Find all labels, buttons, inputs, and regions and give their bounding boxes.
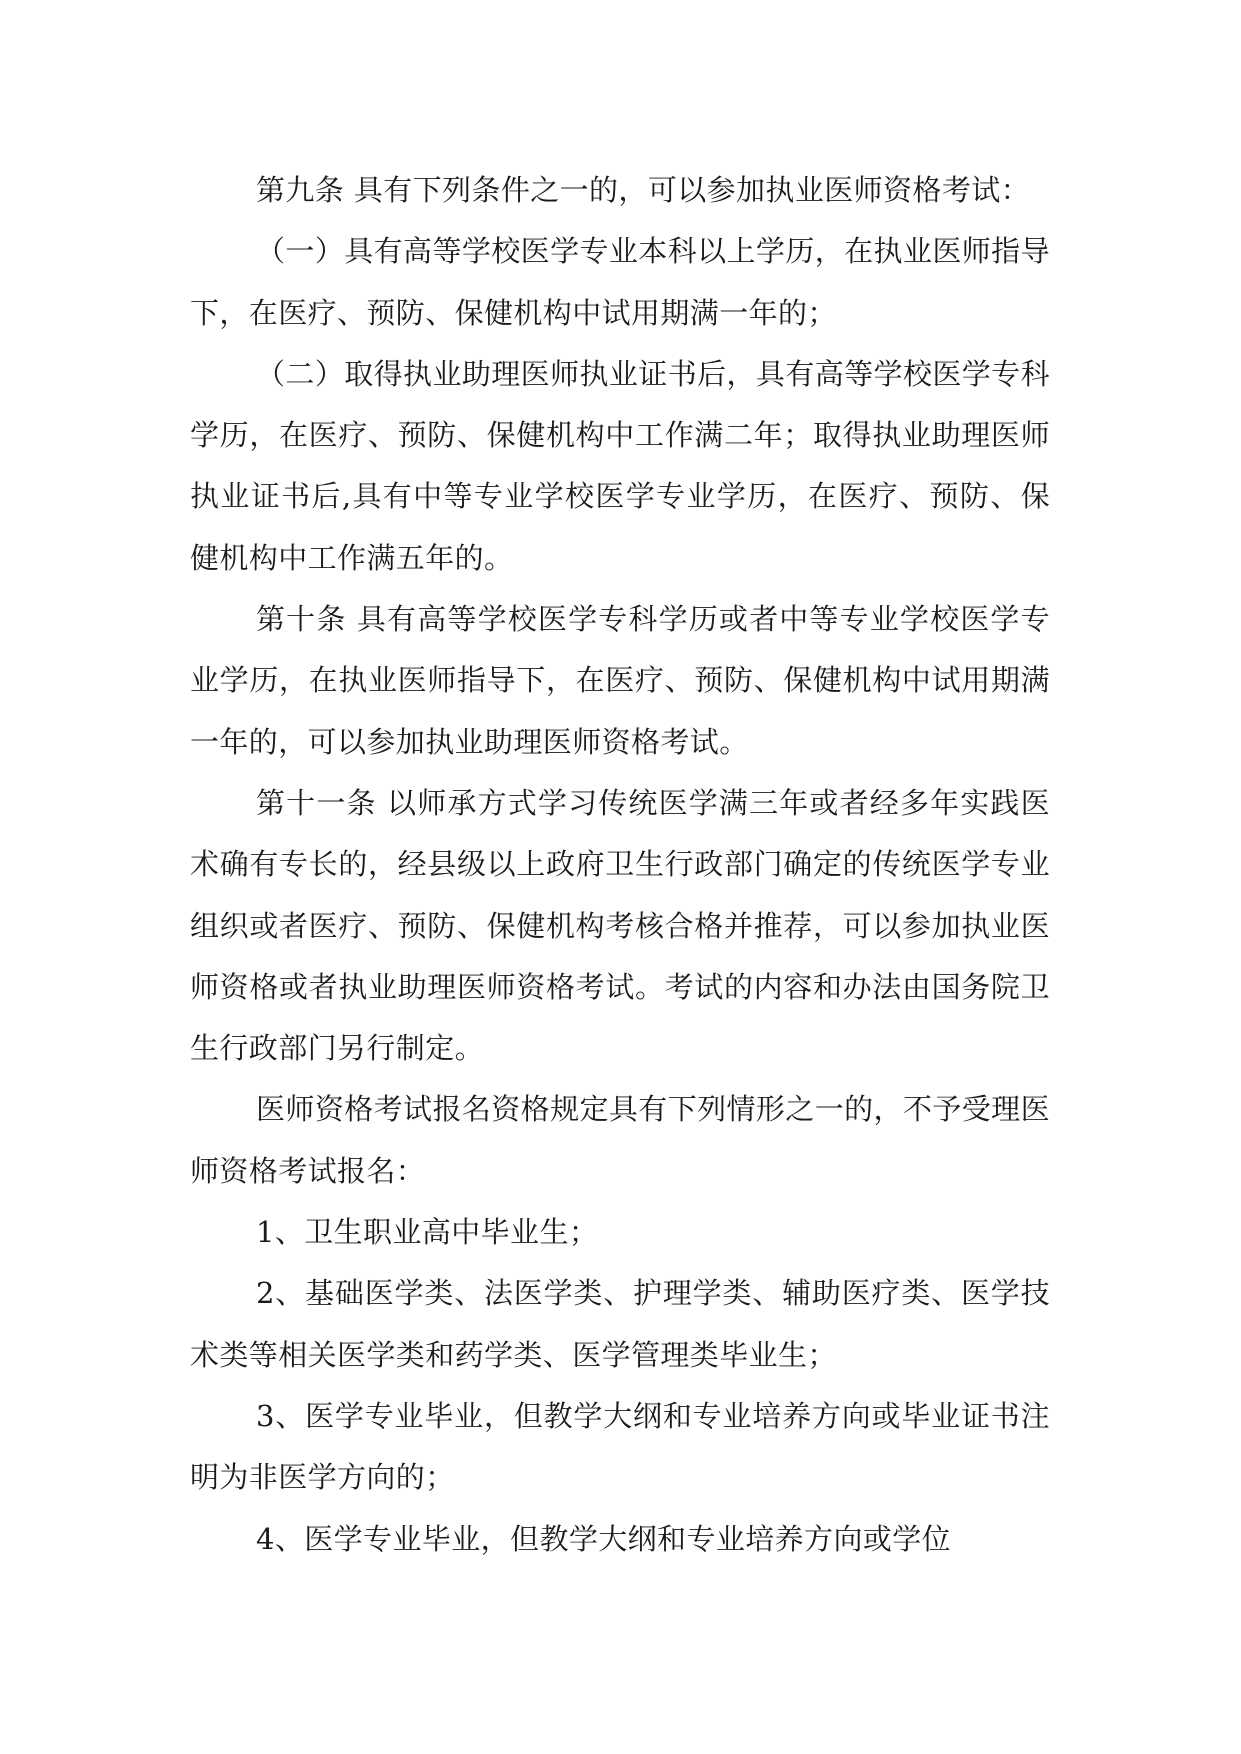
list-item-exclusion-1: 1、卫生职业高中毕业生； bbox=[256, 1215, 599, 1250]
paragraph-article-10: 第十条 具有高等学校医学专科学历或者中等专业学校医学专业学历，在执业医师指导下，在医疗、预防、保健机构中试用期满一年的，可以参加执业助理医师资格考试。 bbox=[190, 602, 1050, 759]
list-item-exclusion-2: 2、基础医学类、法医学类、护理学类、辅助医疗类、医学技术类等相关医学类和药学类、医学管理类毕业生； bbox=[190, 1276, 1050, 1372]
paragraph-article-9-item-1: （一）具有高等学校医学专业本科以上学历，在执业医师指导下，在医疗、预防、保健机构中试用期满一年的； bbox=[190, 234, 1050, 330]
paragraph-article-9: 第九条 具有下列条件之一的，可以参加执业医师资格考试： bbox=[256, 173, 1031, 207]
paragraph-article-11: 第十一条 以师承方式学习传统医学满三年或者经多年实践医术确有专长的，经县级以上政府卫生行政部门确定的传统医学专业组织或者医疗、预防、保健机构考核合格并推荐，可以参加执业医师资格或者执业助理医师资格考试。考试的内容和办法由国务院卫生行政部门另行制定。 bbox=[190, 785, 1050, 1066]
list-item-exclusion-4: 4、医学专业毕业，但教学大纲和专业培养方向或学位 bbox=[256, 1521, 952, 1556]
paragraph-article-9-item-2: （二）取得执业助理医师执业证书后，具有高等学校医学专科学历，在医疗、预防、保健机构中工作满二年；取得执业助理医师执业证书后,具有中等专业学校医学专业学历，在医疗、预防、保健机构中工作满五年的。 bbox=[190, 356, 1050, 575]
paragraph-exclusion-intro: 医师资格考试报名资格规定具有下列情形之一的，不予受理医师资格考试报名： bbox=[190, 1092, 1050, 1188]
list-item-exclusion-3: 3、医学专业毕业，但教学大纲和专业培养方向或毕业证书注明为非医学方向的； bbox=[190, 1398, 1050, 1495]
document-body bbox=[190, 160, 1050, 1570]
